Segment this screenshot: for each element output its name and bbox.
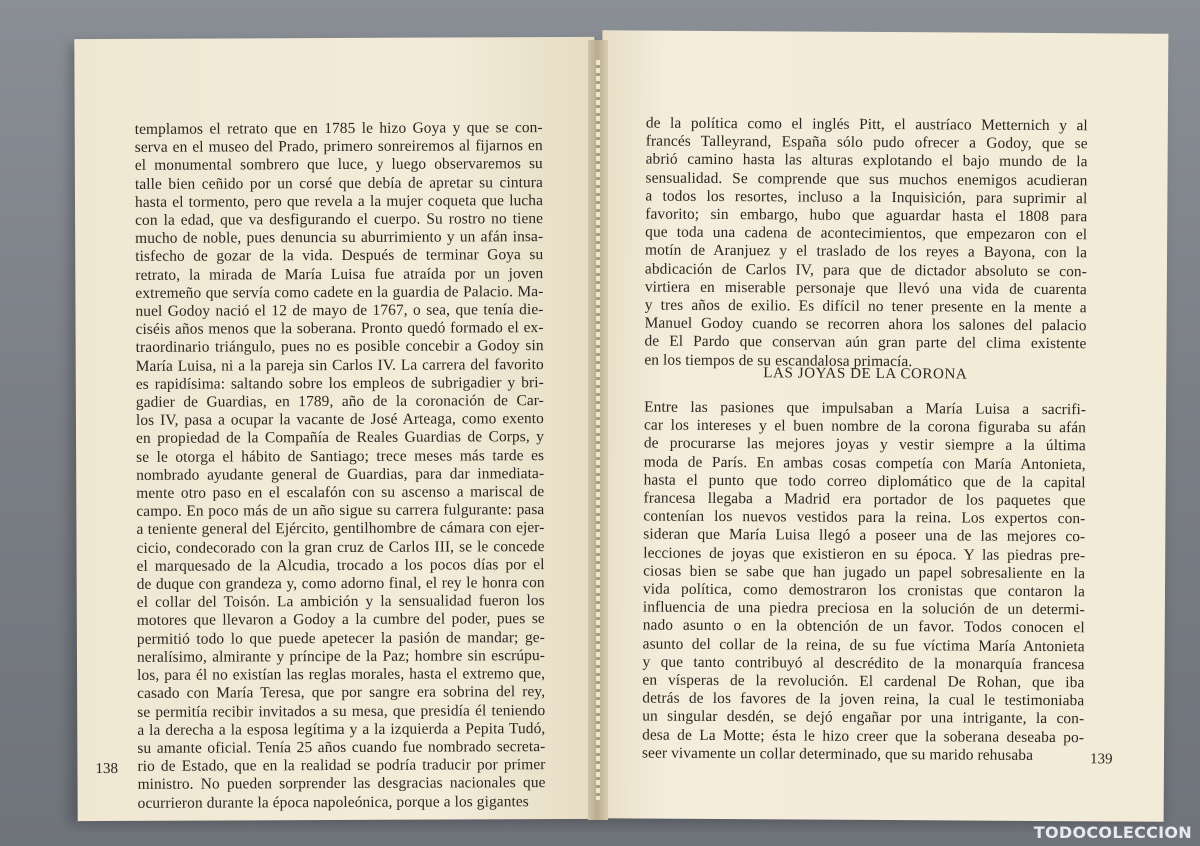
text-line: campo. En poco más de un año sigue su carrera fulgurante: pasa — [136, 501, 545, 521]
text-line: hasta el punto que todo correo diplomático que de la capital — [643, 471, 1086, 492]
text-line: desa de La Motte; ésta le hizo creer que la soberana deseaba po- — [642, 726, 1085, 746]
text-line: Entre las pasiones que impulsaban a María Luisa a sacrifi- — [644, 398, 1087, 419]
text-line: extremeño que servía como cadete en la guardia de Palacio. Ma- — [135, 282, 544, 302]
text-line: de duque con grandeza y, como adorno final, el rey le honra con — [136, 574, 545, 593]
text-line: motín de Aranjuez y el traslado de los reyes a Bayona, con la — [645, 241, 1088, 262]
text-line: su amante oficial. Tenía 25 años cuando fue nombrado secreta- — [137, 737, 546, 757]
text-line: a todos los resortes, incluso a la Inquisición, para suprimir al — [645, 187, 1088, 208]
text-line: hasta el tormento, pero que revela a la mujer coqueta que lucha — [134, 191, 544, 211]
text-line: María Luisa, ni a la pareja sin Carlos IV. La carrera del favorito — [135, 355, 544, 375]
binding-stitch — [596, 60, 600, 800]
text-line: nado asunto o en la obtención de un favor. Todos conocen el — [642, 616, 1085, 637]
text-line: ocurrieron durante la época napoleónica, porque a los gigantes — [137, 792, 529, 812]
text-line: el marquesado de la Alcudia, trocado a los pocos días por el — [136, 555, 545, 575]
right-page-text-top — [644, 115, 1088, 373]
text-line: seer vivamente un collar determinado, que su marido rehusaba — [641, 744, 1034, 764]
text-line: los, para él no existían las reglas morales, hasta el extremo que, — [137, 665, 546, 684]
text-line: car los intereses y el buen nombre de la corona figuraba su afán — [643, 416, 1087, 437]
text-line: a la derecha a la esposa legítima y a la izquierda a Pepita Tudó, — [137, 719, 546, 739]
text-line: rio de Estado, que en la realidad se podría traducir por primer — [137, 756, 546, 775]
left-page-number: 138 — [95, 760, 119, 778]
text-line: nombrado ayudante general de Guardias, para dar inmediata- — [136, 464, 545, 484]
right-page — [598, 30, 1169, 821]
text-line: ciséis años menos que la soberana. Pronto quedó formado el ex- — [135, 319, 544, 339]
text-line: es rapidísima: saltando sobre los empleos de subrigadier y bri- — [135, 373, 544, 393]
text-line: con la edad, que va desfigurando el cuerpo. Su rostro no tiene — [135, 210, 544, 229]
left-page — [74, 37, 597, 821]
text-line: gadier de Guardias, en 1789, año de la coronación de Car- — [135, 392, 544, 411]
text-line: detrás de los favores de la joven reina, la cual le testimoniaba — [642, 689, 1085, 710]
text-line: retrato, la mirada de María Luisa fue atraída por un joven — [135, 264, 544, 284]
text-line: cicio, condecorado con la gran cruz de Carlos III, se le concede — [136, 537, 545, 557]
text-line: serva en el museo del Prado, primero sonreiremos al fijarnos en — [134, 137, 543, 157]
left-page-text — [135, 119, 546, 812]
text-line: francés Talleyrand, España sólo pudo ofrecer a Godoy, que se — [645, 132, 1088, 153]
text-line: en los tiempos de su escandalosa primacía. — [644, 351, 913, 370]
text-line: motores que llevaron a Godoy a la cumbre del poder, pues se — [136, 610, 545, 630]
text-line: de la política como el inglés Pitt, el austríaco Metternich y al — [645, 114, 1088, 135]
text-line: virtiera en miserable personaje que llevó una vida de cuarenta — [644, 278, 1087, 299]
text-line: traordinario triángulo, pues no es posible concebir a Godoy sin — [135, 337, 544, 357]
right-page-text-bottom — [642, 399, 1086, 766]
text-line: abdicación de Carlos IV, para que de dictador absoluto se con- — [644, 260, 1088, 280]
text-line: que toda una cadena de acontecimientos, que empezaron con el — [645, 223, 1088, 244]
text-line: moda de París. En ambas cosas competía con María Antonieta, — [643, 453, 1086, 473]
text-line: el collar del Toisón. La ambición y la sensualidad fueron los — [136, 592, 545, 612]
text-line: talle bien ceñido por un corsé que debía de apretar su cintura — [134, 173, 543, 193]
text-line: contenían los nuevos vestidos para la reina. Los expertos con- — [643, 507, 1086, 528]
text-line: y que tanto contribuyó al descrédito de la monarquía francesa — [642, 653, 1085, 674]
text-line: mucho de noble, pues denuncia su aburrimiento y un afán insa- — [135, 228, 544, 248]
text-line: un singular desdén, se dejó engañar por una intrigante, la con- — [642, 707, 1085, 728]
text-line: abrió camino hasta las alturas explotando el bajo mundo de la — [645, 150, 1088, 171]
text-line: los IV, pasa a ocupar la vacante de José Arteaga, como exento — [135, 410, 544, 430]
text-line: nuel Godoy nació el 12 de mayo de 1767, o sea, que tenía die- — [135, 301, 544, 320]
text-line: templamos el retrato que en 1785 le hizo Goya y que se con- — [134, 119, 543, 138]
text-line: Manuel Godoy cuando se recorren ahora los salones del palacio — [644, 314, 1087, 335]
text-line: ministro. No pueden sorprender las desgracias nacionales que — [137, 774, 546, 794]
text-line: casado con María Teresa, que por sangre era sobrina del rey, — [137, 683, 546, 703]
text-line: vida política, como demostraron los cronistas que contaron la — [642, 580, 1086, 601]
text-line: sensualidad. Se comprende que sus muchos enemigos acudieran — [645, 169, 1088, 189]
text-line: a teniente general del Ejército, gentilhombre de cámara con ejer- — [136, 519, 545, 539]
text-line: el monumental sombrero que luce, y luego observaremos su — [134, 155, 543, 175]
watermark-text: TODOCOLECCION — [1033, 823, 1192, 842]
text-line: de procurarse las mejores joyas y vestir siempre a la última — [643, 434, 1086, 455]
text-line: en propiedad de la Compañía de Reales Guardias de Corps, y — [136, 428, 545, 448]
text-line: en vísperas de la revolución. El cardenal De Rohan, que iba — [642, 671, 1085, 692]
text-line: y tres años de exilio. Es difícil no tener presente en la mente a — [644, 296, 1087, 317]
text-line: sideran que María Luisa llegó a poseer una de las mejores co- — [643, 525, 1086, 546]
section-heading: LAS JOYAS DE LA CORONA — [763, 365, 968, 383]
text-line: de El Pardo que conservan aún gran parte del clima existente — [644, 332, 1087, 353]
text-line: neralísimo, almirante y príncipe de la Paz; hombre sin escrúpu- — [136, 646, 546, 666]
text-line: lecciones de joyas que existieron en su época. Y las piedras pre- — [643, 544, 1086, 564]
text-line: permitió todo lo que puede apetecer la pasión de mandar; ge- — [136, 628, 545, 648]
text-line: mente otro paso en el escalafón con su ascenso a mariscal de — [136, 483, 545, 502]
text-line: asunto del collar de la reina, de su fue víctima María Antonieta — [642, 635, 1085, 655]
text-line: influencia de una piedra preciosa en la solución de un determi- — [642, 598, 1085, 619]
right-page-number: 139 — [1089, 751, 1113, 768]
text-line: tisfecho de gozar de la vida. Después de terminar Goya su — [135, 246, 544, 266]
text-line: se permitía recibir invitados a su mesa, que presidía él teniendo — [137, 701, 546, 721]
text-line: francesa llegaba a Madrid era portador de los paquetes que — [643, 489, 1086, 510]
text-line: favorito; sin embargo, hubo que aguardar hasta el 1808 para — [645, 205, 1088, 226]
text-line: se le otorga el hábito de Santiago; trece meses más tarde es — [136, 446, 545, 466]
text-line: ciosas bien se sabe que han jugado un papel sobresaliente en la — [643, 562, 1086, 583]
